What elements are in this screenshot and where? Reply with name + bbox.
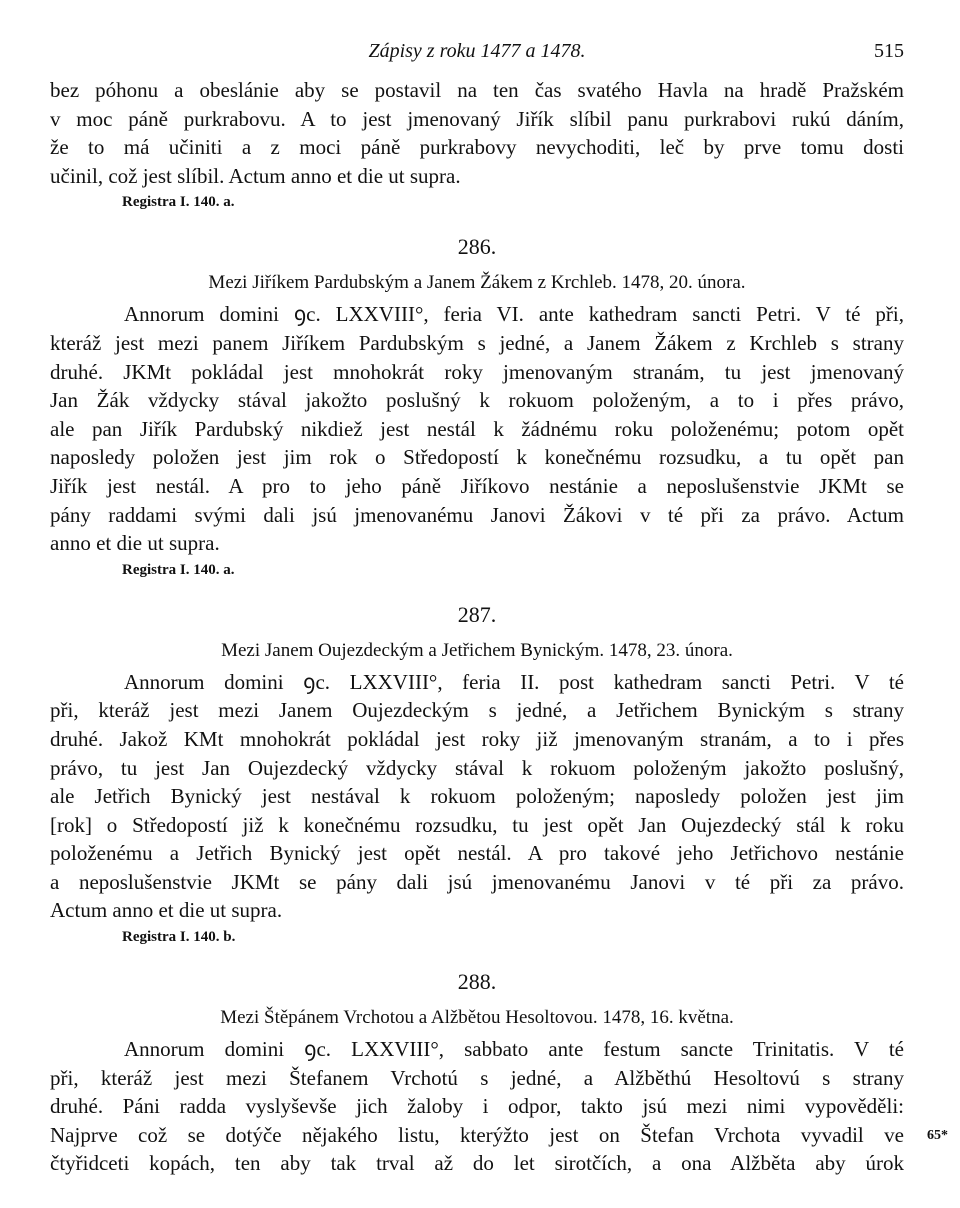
running-title: Zápisy z roku 1477 a 1478.	[368, 40, 586, 62]
registra-reference: Registra I. 140. b.	[122, 929, 236, 946]
entry-number: 287.	[457, 601, 497, 627]
text-line: Actum anno et die ut supra.	[50, 898, 283, 923]
entry-number: 288.	[457, 969, 497, 995]
continuation-paragraph	[50, 76, 904, 190]
entry-body	[50, 668, 904, 925]
text-line: že to má učiniti a z moci páně purkrabovy nevychoditi, leč by prve tomu dosti	[50, 135, 904, 160]
text-line: naposledy položen jest jim rok o Středopostí k konečnému rozsudku, a tu opět pan	[50, 445, 904, 470]
text-line: pány raddami svými dali jsú jmenovanému Janovi Žákovi v té při za právo. Actum	[50, 502, 904, 527]
running-head	[50, 40, 904, 76]
text-line: [rok] o Středopostí již k konečnému rozsudku, tu jest opět Jan Oujezdecký stál k roku	[50, 812, 904, 837]
entry-heading: Mezi Janem Oujezdeckým a Jetřichem Bynickým. 1478, 23. února.	[221, 639, 733, 661]
text-line: Najprve což se dotýče nějakého listu, kterýžto jest on Štefan Vrchota vyvadil ve	[50, 1122, 904, 1147]
text-line: kteráž jest mezi panem Jiříkem Pardubským s jedné, a Janem Žákem z Krchleb s strany	[50, 330, 904, 355]
text-line: druhé. JKMt pokládal jest mnohokrát roky jmenovaným stranám, tu jest jmenovaný	[50, 359, 904, 384]
registra-reference: Registra I. 140. a.	[122, 561, 235, 578]
text-line: Jiřík jest nestál. A pro to jeho páně Jiříkovo nestánie a neposlušenstvie JKMt se	[50, 473, 904, 498]
entry-heading: Mezi Jiříkem Pardubským a Janem Žákem z Krchleb. 1478, 20. února.	[208, 272, 746, 294]
entry-body	[50, 1035, 904, 1178]
text-line: Annorum domini ꝯc. LXXVIII°, sabbato ante festum sancte Trinitatis. V té	[124, 1037, 904, 1062]
text-line: druhé. Jakož KMt mnohokrát pokládal jest roky již jmenovaným stranám, a to i přes	[50, 726, 904, 751]
text-line: učinil, což jest slíbil. Actum anno et die ut supra.	[50, 163, 461, 188]
entry-number: 286.	[457, 234, 497, 260]
text-line: při, kteráž jest mezi Janem Oujezdeckým s jedné, a Jetřichem Bynickým s strany	[50, 698, 904, 723]
text-line: druhé. Páni radda vyslyševše jich žaloby i odpor, takto jsú mezi nimi vypověděli:	[50, 1094, 904, 1119]
registra-reference: Registra I. 140. a.	[122, 194, 235, 211]
text-line: čtyřidceti kopách, ten aby tak trval až do let sirotčích, a ona Alžběta aby úrok	[50, 1151, 904, 1176]
text-line: Annorum domini ꝯc. LXXVIII°, feria II. post kathedram sancti Petri. V té	[124, 669, 904, 694]
text-line: právo, tu jest Jan Oujezdecký vždycky stával k rokuom položeným jakožto poslušný,	[50, 755, 904, 780]
document-page	[50, 40, 904, 1178]
text-line: Jan Žák vždycky stával jakožto poslušný k rokuom položeným, a to i přes právo,	[50, 388, 904, 413]
entry-heading: Mezi Štěpánem Vrchotou a Alžbětou Hesoltovou. 1478, 16. května.	[220, 1007, 734, 1029]
entry-288	[50, 969, 904, 1178]
text-line: anno et die ut supra.	[50, 531, 220, 556]
text-line: ale pan Jiřík Pardubský nikdiež jest nestál k žádnému roku položenému; potom opět	[50, 416, 904, 441]
text-line: položenému a Jetřich Bynický jest opět nestál. A pro takové jeho Jetřichovo nestánie	[50, 841, 904, 866]
entry-286	[50, 234, 904, 583]
page-number: 515	[874, 40, 904, 62]
entry-287	[50, 602, 904, 951]
text-line: v moc páně purkrabovu. A to jest jmenovaný Jiřík slíbil panu purkrabovi rukú dáním,	[50, 106, 904, 131]
text-line: Annorum domini ꝯc. LXXVIII°, feria VI. ante kathedram sancti Petri. V té při,	[124, 302, 904, 327]
text-line: bez póhonu a obeslánie aby se postavil na ten čas svatého Havla na hradě Pražském	[50, 78, 904, 102]
text-line: při, kteráž jest mezi Štefanem Vrchotú s jedné, a Alžběthú Hesoltovú s strany	[50, 1065, 904, 1090]
entry-body	[50, 300, 904, 557]
text-line: ale Jetřich Bynický jest nestával k rokuom položeným; naposledy položen jest jim	[50, 784, 904, 809]
signature-mark: 65*	[927, 1128, 948, 1143]
text-line: a neposlušenstvie JKMt se pány dali jsú jmenovanému Janovi v té při za právo.	[50, 869, 904, 894]
